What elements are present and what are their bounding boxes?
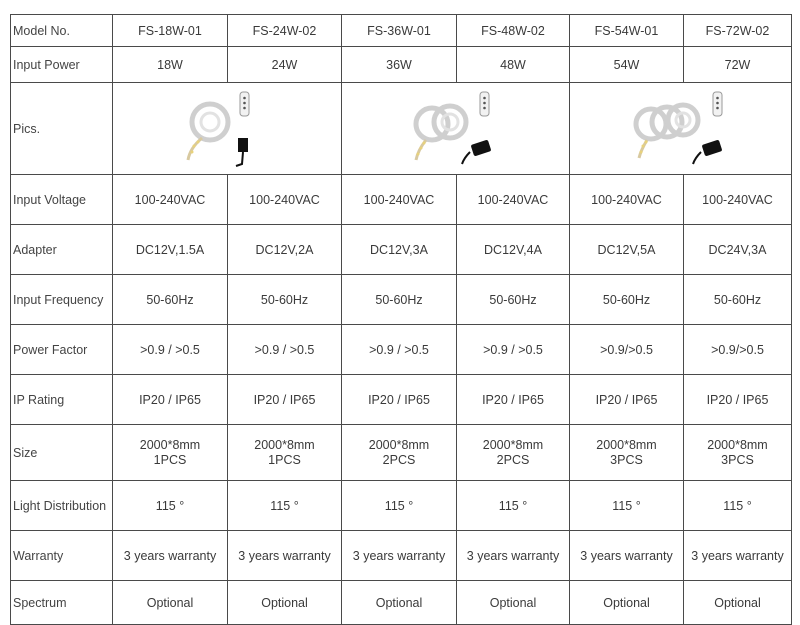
table-cell xyxy=(113,425,228,481)
table-cell: Optional xyxy=(228,581,342,625)
table-cell: 72W xyxy=(684,47,792,83)
table-cell: FS-48W-02 xyxy=(457,15,570,47)
table-row-spectrum xyxy=(11,581,792,625)
table-row-ip-rating xyxy=(11,375,792,425)
led-strip-reel-with-remote-and-adapter-icon xyxy=(172,86,282,172)
table-cell: IP20 / IP65 xyxy=(342,375,457,425)
table-cell: IP20 / IP65 xyxy=(684,375,792,425)
table-cell: Optional xyxy=(457,581,570,625)
size-dimension: 2000*8mm xyxy=(482,437,544,452)
table-cell: 48W xyxy=(457,47,570,83)
table-cell: FS-18W-01 xyxy=(113,15,228,47)
spec-table xyxy=(10,14,792,625)
size-count: 3PCS xyxy=(610,452,643,467)
table-row-light-distribution xyxy=(11,481,792,531)
table-cell: 18W xyxy=(113,47,228,83)
table-cell: 100-240VAC xyxy=(228,175,342,225)
table-cell: DC12V,2A xyxy=(228,225,342,275)
size-count: 2PCS xyxy=(382,452,416,467)
table-cell: 50-60Hz xyxy=(342,275,457,325)
table-row-input-power xyxy=(11,47,792,83)
row-label: Input Frequency xyxy=(11,275,113,325)
table-cell: 115 ° xyxy=(684,481,792,531)
table-row-size xyxy=(11,425,792,481)
table-row-power-factor xyxy=(11,325,792,375)
table-row-adapter xyxy=(11,225,792,275)
table-cell: DC12V,4A xyxy=(457,225,570,275)
table-cell: IP20 / IP65 xyxy=(228,375,342,425)
table-cell: >0.9/>0.5 xyxy=(684,325,792,375)
table-cell: >0.9 / >0.5 xyxy=(228,325,342,375)
table-cell: FS-36W-01 xyxy=(342,15,457,47)
table-cell: 100-240VAC xyxy=(342,175,457,225)
table-row-warranty xyxy=(11,531,792,581)
table-cell: 3 years warranty xyxy=(342,531,457,581)
table-cell: 115 ° xyxy=(228,481,342,531)
table-cell: 50-60Hz xyxy=(570,275,684,325)
table-cell: >0.9 / >0.5 xyxy=(342,325,457,375)
table-cell: 100-240VAC xyxy=(113,175,228,225)
row-label: Warranty xyxy=(11,531,113,581)
table-cell: 24W xyxy=(228,47,342,83)
table-cell: 100-240VAC xyxy=(684,175,792,225)
size-dimension: 2000*8mm xyxy=(139,437,201,452)
size-count: 2PCS xyxy=(496,452,530,467)
table-cell: 100-240VAC xyxy=(570,175,684,225)
table-cell: DC24V,3A xyxy=(684,225,792,275)
table-cell: Optional xyxy=(684,581,792,625)
row-label: Pics. xyxy=(11,83,113,175)
size-count: 3PCS xyxy=(721,452,754,467)
table-cell xyxy=(228,425,342,481)
table-cell: DC12V,5A xyxy=(570,225,684,275)
table-cell: IP20 / IP65 xyxy=(113,375,228,425)
led-strip-reels-with-remote-and-adapter-icon xyxy=(396,86,516,172)
table-cell: 36W xyxy=(342,47,457,83)
table-cell: IP20 / IP65 xyxy=(570,375,684,425)
table-cell: >0.9 / >0.5 xyxy=(457,325,570,375)
table-cell xyxy=(457,425,570,481)
size-dimension: 2000*8mm xyxy=(254,437,315,452)
row-label: Model No. xyxy=(11,15,113,47)
row-label: IP Rating xyxy=(11,375,113,425)
table-cell: 115 ° xyxy=(570,481,684,531)
table-cell: FS-54W-01 xyxy=(570,15,684,47)
led-strip-reels-with-remote-and-adapter-icon xyxy=(621,86,741,172)
table-cell: 3 years warranty xyxy=(228,531,342,581)
table-row-input-frequency xyxy=(11,275,792,325)
pic-cell xyxy=(113,83,342,175)
table-cell xyxy=(342,425,457,481)
row-label: Size xyxy=(11,425,113,481)
table-cell: 115 ° xyxy=(342,481,457,531)
size-count: 1PCS xyxy=(153,452,187,467)
table-cell: FS-72W-02 xyxy=(684,15,792,47)
table-cell: 115 ° xyxy=(113,481,228,531)
table-cell: DC12V,1.5A xyxy=(113,225,228,275)
table-cell: Optional xyxy=(342,581,457,625)
size-dimension: 2000*8mm xyxy=(368,437,430,452)
table-cell: >0.9/>0.5 xyxy=(570,325,684,375)
table-cell: 3 years warranty xyxy=(684,531,792,581)
table-cell xyxy=(684,425,792,481)
table-cell: Optional xyxy=(570,581,684,625)
table-cell: 54W xyxy=(570,47,684,83)
table-row-model xyxy=(11,15,792,47)
row-label: Spectrum xyxy=(11,581,113,625)
table-cell: 115 ° xyxy=(457,481,570,531)
table-cell: 50-60Hz xyxy=(457,275,570,325)
table-cell: 3 years warranty xyxy=(113,531,228,581)
table-cell: 3 years warranty xyxy=(570,531,684,581)
pic-cell xyxy=(570,83,792,175)
pic-cell xyxy=(342,83,570,175)
table-cell: 100-240VAC xyxy=(457,175,570,225)
table-row-input-voltage xyxy=(11,175,792,225)
size-dimension: 2000*8mm xyxy=(596,437,657,452)
row-label: Input Power xyxy=(11,47,113,83)
table-cell xyxy=(570,425,684,481)
table-cell: IP20 / IP65 xyxy=(457,375,570,425)
table-cell: DC12V,3A xyxy=(342,225,457,275)
table-row-pics xyxy=(11,83,792,175)
table-cell: >0.9 / >0.5 xyxy=(113,325,228,375)
table-cell: 3 years warranty xyxy=(457,531,570,581)
table-cell: 50-60Hz xyxy=(113,275,228,325)
row-label: Light Distribution xyxy=(11,481,113,531)
table-cell: 50-60Hz xyxy=(684,275,792,325)
table-cell: Optional xyxy=(113,581,228,625)
table-cell: FS-24W-02 xyxy=(228,15,342,47)
table-cell: 50-60Hz xyxy=(228,275,342,325)
row-label: Adapter xyxy=(11,225,113,275)
size-dimension: 2000*8mm xyxy=(707,437,768,452)
row-label: Input Voltage xyxy=(11,175,113,225)
row-label: Power Factor xyxy=(11,325,113,375)
size-count: 1PCS xyxy=(268,452,301,467)
